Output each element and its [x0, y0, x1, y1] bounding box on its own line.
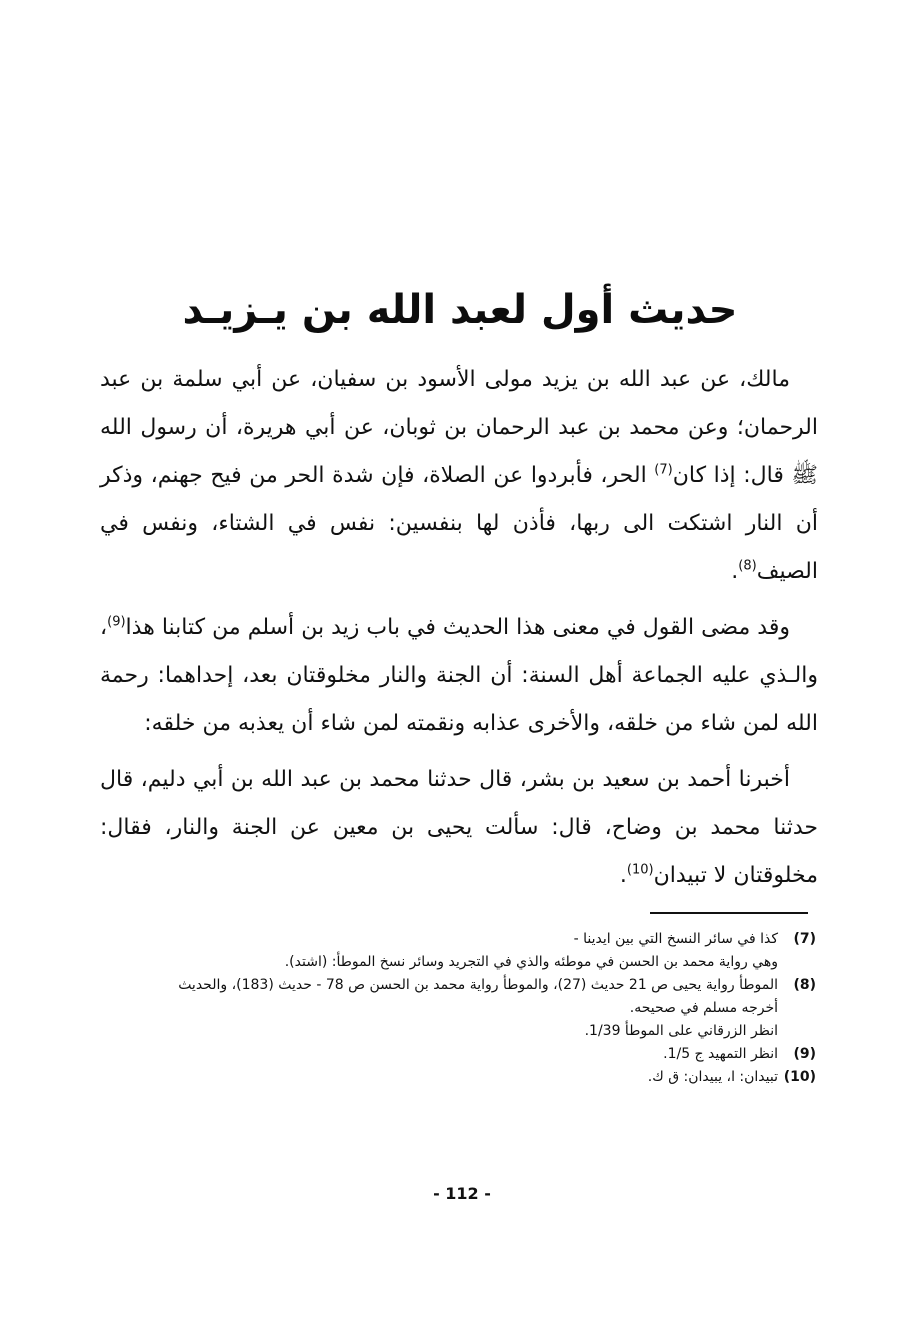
footnote-line: كذا في سائر النسخ التي بين ايدينا - [573, 931, 778, 947]
paragraph-2-text: وقد مضى القول في معنى هذا الحديث في باب زيد بن أسلم من كتابنا هذا [125, 615, 790, 640]
paragraph-1 [100, 356, 818, 596]
paragraph-3-end: . [619, 863, 627, 888]
footnote-number: (8) [793, 977, 816, 993]
footnote-ref-10: (10) [626, 862, 654, 878]
footnote-8 [100, 974, 816, 1043]
footnote-line: أخرجه مسلم في صحيحه. [629, 1000, 778, 1016]
paragraph-2 [100, 604, 818, 748]
paragraph-1-text: مالك، عن عبد الله بن يزيد مولى الأسود بن سفيان، عن أبي سلمة بن عبد الرحمان؛ وعن محمد بن عبد الرحمان بن ثوبان، عن أبي هريرة، أن رسول الله ﷺ قال: إذا كان [100, 367, 818, 488]
footnote-10 [100, 1066, 816, 1089]
footnotes [100, 928, 816, 1089]
footnote-line: الموطأ رواية يحيى ص 21 حديث (27)، والموطأ رواية محمد بن الحسن ص 78 - حديث (183)، والحديث [178, 977, 778, 993]
paragraph-2-text-cont: ، والـذي عليه الجماعة أهل السنة: أن الجنة والنار مخلوقتان بعد، إحداهما: رحمة الله لمن شاء من خلقه، والأخرى عذابه ونقمته لمن شاء أن يعذبه من خلقه: [100, 615, 818, 736]
chapter-title: حديث أول لعبد الله بن يـزيـد [182, 287, 738, 333]
paragraph-1-text-cont: الحر، فأبردوا عن الصلاة، فإن شدة الحر من فيح جهنم، وذكر أن النار اشتكت الى ربها، فأذن لها بنفسين: نفس في الشتاء، ونفس في الصيف [100, 463, 818, 584]
page-number: - 112 - [433, 1184, 491, 1203]
footnote-ref-8: (8) [738, 558, 757, 574]
footnote-ref-9: (9) [107, 614, 126, 630]
footnote-number: (7) [793, 931, 816, 947]
paragraph-3-text: أخبرنا أحمد بن سعيد بن بشر، قال حدثنا محمد بن عبد الله بن أبي دليم، قال حدثنا محمد بن وضاح، قال: سألت يحيى بن معين عن الجنة والنار، فقال: مخلوقتان لا تبيدان [100, 767, 818, 888]
footnote-9 [100, 1043, 816, 1066]
footnote-line: وهي رواية محمد بن الحسن في موطئه والذي في التجريد وسائر نسخ الموطأ: (اشتد). [284, 954, 778, 970]
footnote-number: (9) [793, 1046, 816, 1062]
paragraph-1-end: . [731, 559, 739, 584]
paragraph-3 [100, 756, 818, 900]
footnote-number: (10) [783, 1069, 816, 1085]
footnote-ref-7: (7) [654, 462, 673, 478]
footnote-line: انظر التمهيد ج 1/5. [663, 1046, 778, 1062]
main-text [100, 356, 818, 908]
footnote-line: تبيدان: ا، يبيدان: ق ك. [647, 1069, 778, 1085]
footnote-7 [100, 928, 816, 974]
footnote-line: انظر الزرقاني على الموطأ 1/39. [584, 1023, 778, 1039]
footnote-separator [650, 912, 808, 914]
